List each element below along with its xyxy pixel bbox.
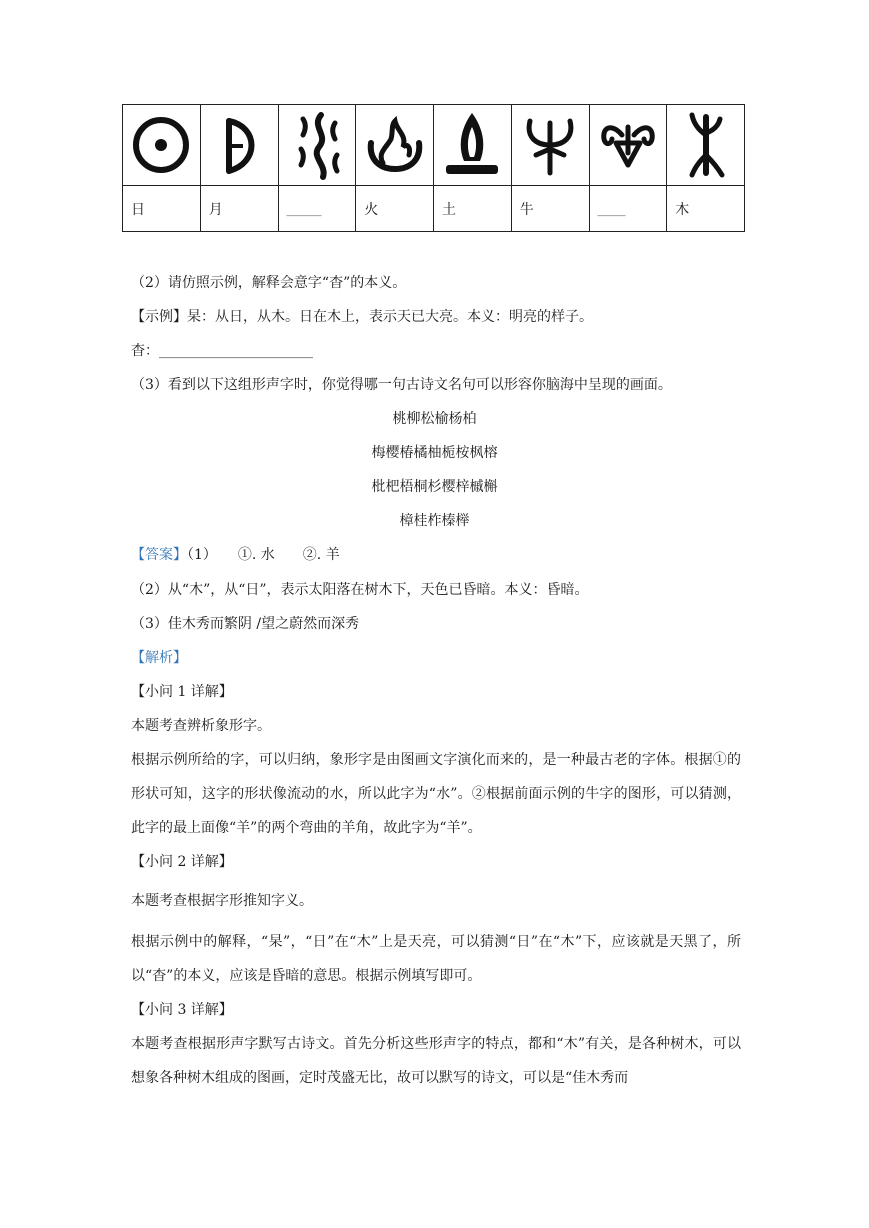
glyph-cell — [589, 105, 667, 186]
q2-body: 根据示例中的解释，“杲”，“日”在“木”上是天亮，可以猜测“日”在“木”下，应该就是天黑了，所以“杳”的本义，应该是昏暗的意思。根据示例填写即可。 — [131, 934, 741, 984]
fill-blank-water: _____ — [286, 200, 322, 217]
glyph-cell — [434, 105, 512, 186]
question-2-prompt: （2）请仿照示例，解释会意字“杳”的本义。 — [131, 275, 407, 291]
q1-heading: 【小问 1 详解】 — [131, 684, 233, 700]
q2-heading: 【小问 2 详解】 — [131, 854, 233, 870]
glyph-label: 火 — [356, 186, 434, 232]
oracle-glyph-table — [122, 104, 745, 232]
answer-text-1: （1） ①. 水 ②. 羊 — [187, 547, 340, 563]
q2-topic: 本题考查根据字形推知字义。 — [131, 893, 313, 909]
question-3-prompt: （3）看到以下这组形声字时，你觉得哪一句古诗文名句可以形容你脑海中呈现的画面。 — [131, 377, 672, 393]
tree-glyph-icon — [682, 109, 730, 181]
glyph-label: 日 — [123, 186, 201, 232]
glyph-label: 牛 — [511, 186, 589, 232]
glyph-label: 土 — [434, 186, 512, 232]
water-glyph-icon — [285, 109, 349, 181]
q1-body: 根据示例所给的字，可以归纳，象形字是由图画文字演化而来的，是一种最古老的字体。根据①的形状可知，这字的形状像流动的水，所以此字为“水”。②根据前面示例的牛字的图形，可以猜测，此字的最上面像“羊”的两个弯曲的羊角，故此字为“羊”。 — [131, 752, 741, 836]
answer-line-2: （2）从“木”，从“日”，表示太阳落在树木下，天色已昏暗。本义：昏暗。 — [131, 582, 589, 598]
question-2-example: 【示例】杲：从日，从木。日在木上，表示天已大亮。本义：明亮的样子。 — [131, 309, 593, 325]
glyph-label-blank — [278, 186, 356, 232]
sun-glyph-icon — [129, 113, 193, 177]
char-group-2: 梅樱椿橘柚栀桉枫榕 — [371, 445, 498, 461]
question-2-answer-line: 杳：______________________ — [131, 343, 313, 359]
glyph-label: 月 — [200, 186, 278, 232]
analysis-label: 【解析】 — [131, 650, 187, 666]
fill-blank-sheep: ____ — [597, 200, 626, 217]
glyph-cell — [511, 105, 589, 186]
answer-line-3: （3）佳木秀而繁阴 /望之蔚然而深秀 — [131, 616, 360, 632]
fire-glyph-icon — [363, 113, 427, 177]
q1-topic: 本题考查辨析象形字。 — [131, 718, 271, 734]
answer-line-1 — [131, 545, 340, 565]
glyph-cell — [278, 105, 356, 186]
answer-label: 【答案】 — [131, 547, 187, 563]
earth-glyph-icon — [440, 109, 504, 181]
sheep-glyph-icon — [596, 113, 660, 177]
label-row — [123, 186, 745, 232]
moon-glyph-icon — [207, 113, 271, 177]
char-group-1: 桃柳松榆杨柏 — [392, 411, 477, 427]
char-group-4: 樟桂柞榛榉 — [399, 513, 470, 529]
glyph-cell — [356, 105, 434, 186]
glyph-row — [123, 105, 745, 186]
glyph-label: 木 — [667, 186, 745, 232]
glyph-cell — [123, 105, 201, 186]
glyph-cell — [667, 105, 745, 186]
glyph-cell — [200, 105, 278, 186]
ox-glyph-icon — [518, 113, 582, 177]
char-group-3: 枇杷梧桐杉樱梓槭槲 — [371, 479, 498, 495]
glyph-label-blank — [589, 186, 667, 232]
q3-body: 本题考查根据形声字默写古诗文。首先分析这些形声字的特点，都和“木”有关，是各种树木，可以想象各种树木组成的图画，定时茂盛无比，故可以默写的诗文，可以是“佳木秀而 — [131, 1036, 741, 1086]
q3-heading: 【小问 3 详解】 — [131, 1002, 233, 1018]
